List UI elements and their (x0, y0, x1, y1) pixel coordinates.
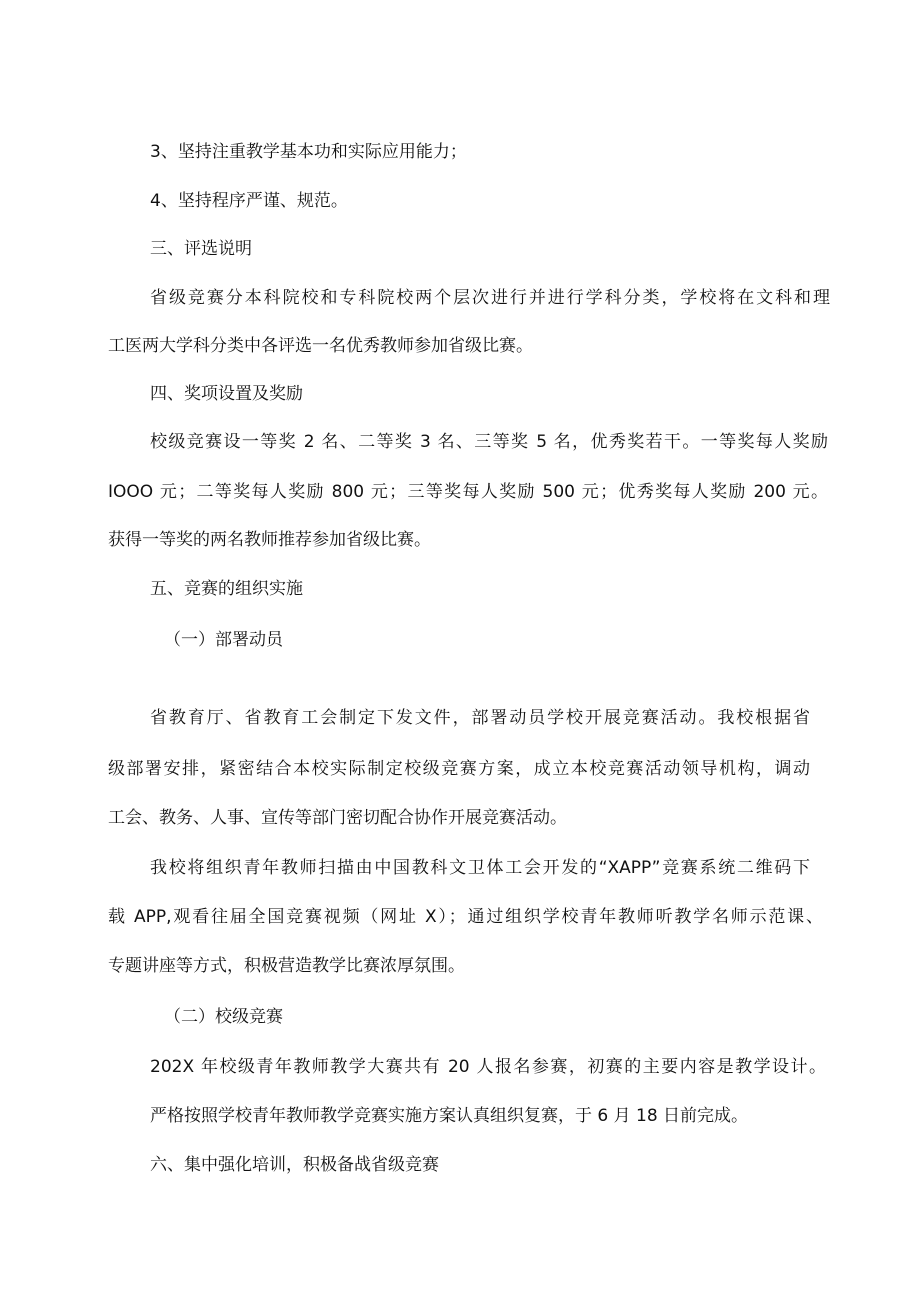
paragraph-line: 获得一等奖的两名教师推荐参加省级比赛。 (108, 530, 431, 550)
paragraph-line: 工医两大学科分类中各评选一名优秀教师参加省级比赛。 (108, 336, 533, 356)
section-heading-3: 三、评选说明 (150, 239, 252, 259)
paragraph-line: 工会、教务、人事、宣传等部门密切配合协作开展竞赛活动。 (108, 808, 567, 828)
paragraph-line: 省教育厅、省教育工会制定下发文件，部署动员学校开展竞赛活动。我校根据省 (150, 708, 810, 728)
paragraph-line: 校级竞赛设一等奖 2 名、二等奖 3 名、三等奖 5 名，优秀奖若干。一等奖每人奖励 (150, 432, 828, 452)
paragraph-line: 专题讲座等方式，积极营造教学比赛浓厚氛围。 (108, 956, 465, 976)
principle-item-4: 4、坚持程序严谨、规范。 (150, 191, 348, 211)
paragraph-line: 我校将组织青年教师扫描由中国教科文卫体工会开发的“XAPP”竞赛系统二维码下 (150, 858, 810, 878)
subsection-heading-1: （一）部署动员 (164, 630, 283, 650)
subsection-heading-2: （二）校级竞赛 (164, 1007, 283, 1027)
paragraph-line: 202X 年校级青年教师教学大赛共有 20 人报名参赛，初赛的主要内容是教学设计。 (150, 1057, 826, 1077)
section-heading-4: 四、奖项设置及奖励 (150, 384, 303, 404)
paragraph-line: 严格按照学校青年教师教学竞赛实施方案认真组织复赛，于 6 月 18 日前完成。 (150, 1106, 749, 1126)
paragraph-line: 省级竞赛分本科院校和专科院校两个层次进行并进行学科分类，学校将在文科和理 (150, 288, 830, 308)
section-heading-6: 六、集中强化培训，积极备战省级竞赛 (150, 1155, 439, 1175)
section-heading-5: 五、竞赛的组织实施 (150, 579, 303, 599)
paragraph-line: IOOO 元；二等奖每人奖励 800 元；三等奖每人奖励 500 元；优秀奖每人奖励 200 元。 (108, 482, 828, 502)
paragraph-line: 载 APP,观看往届全国竞赛视频（网址 X）；通过组织学校青年教师听教学名师示范课、 (108, 907, 823, 927)
principle-item-3: 3、坚持注重教学基本功和实际应用能力； (150, 142, 467, 162)
paragraph-line: 级部署安排，紧密结合本校实际制定校级竞赛方案，成立本校竞赛活动领导机构，调动 (108, 759, 810, 779)
